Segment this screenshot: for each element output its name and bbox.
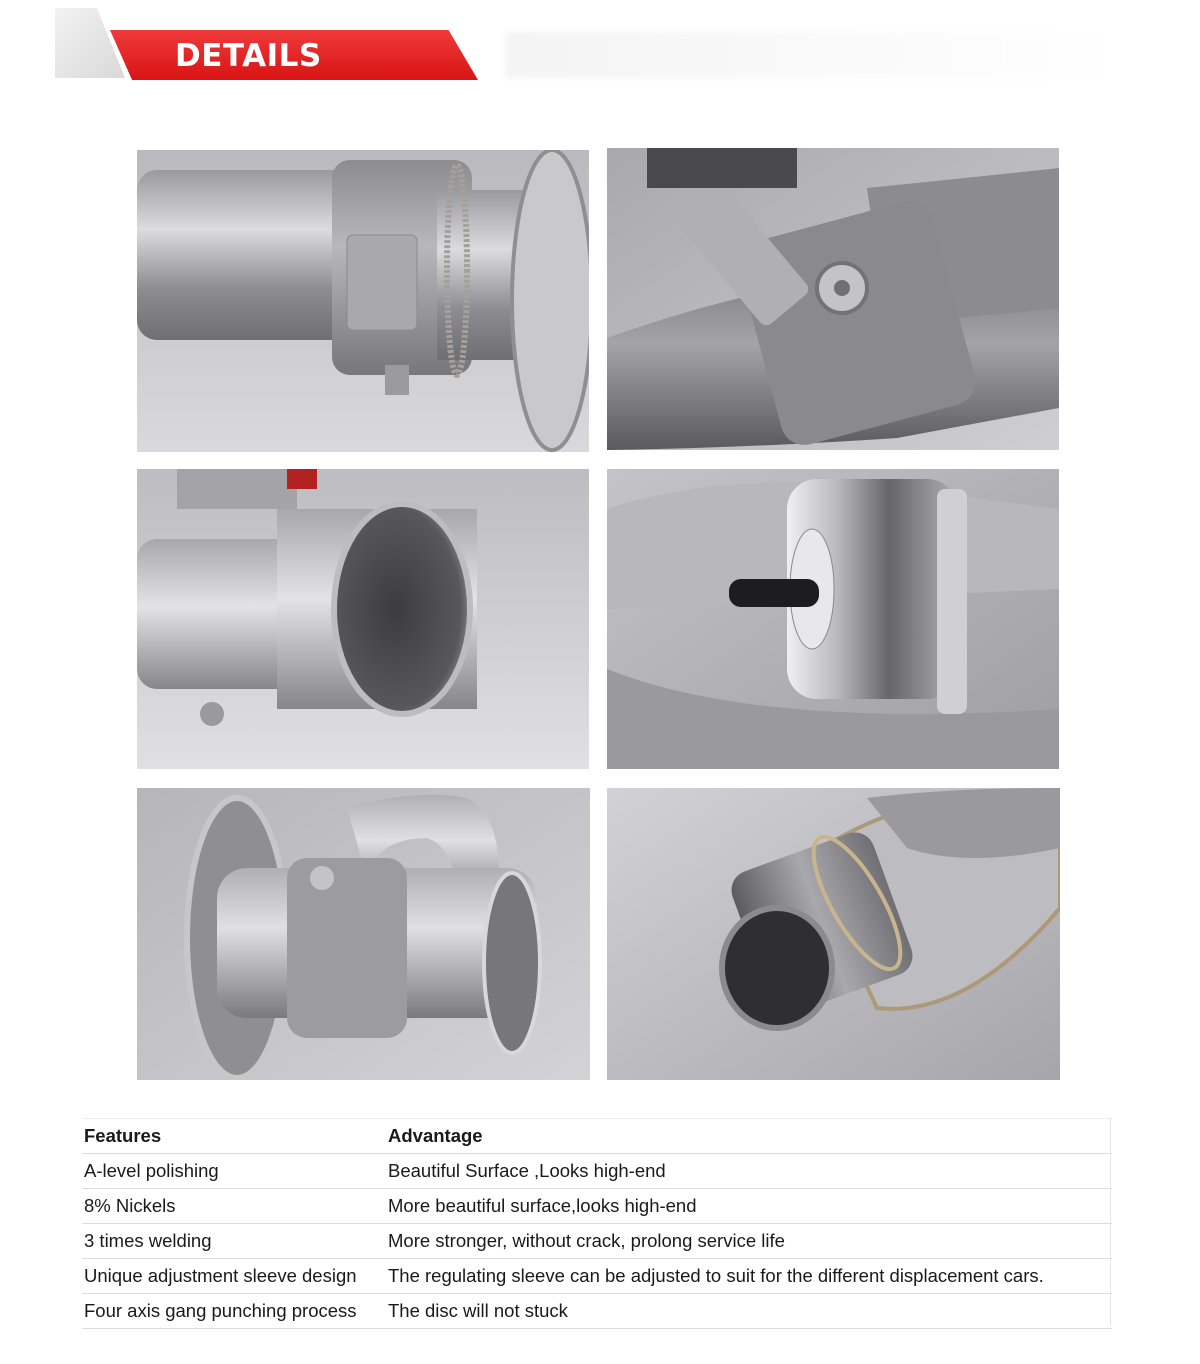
table-right-border — [1110, 1118, 1111, 1326]
photo-actuator-linkage — [607, 148, 1059, 450]
feature-cell: A-level polishing — [82, 1154, 386, 1189]
details-banner — [55, 8, 1135, 88]
photo-open-pipe-outlet — [137, 469, 589, 769]
table-row — [82, 1294, 1112, 1329]
advantage-cell: More stronger, without crack, prolong service life — [386, 1224, 1112, 1259]
banner-fade-strip — [505, 32, 1125, 78]
table-row — [82, 1224, 1112, 1259]
page-title: DETAILS — [175, 38, 322, 74]
photo-valve-clamp-side — [137, 150, 589, 452]
banner-gray-tab — [55, 8, 125, 78]
advantage-cell: The disc will not stuck — [386, 1294, 1112, 1329]
features-header: Features — [82, 1119, 386, 1154]
photo-pipe-tip-flange — [607, 788, 1060, 1080]
advantage-cell: More beautiful surface,looks high-end — [386, 1189, 1112, 1224]
table-row — [82, 1259, 1112, 1294]
advantage-cell: Beautiful Surface ,Looks high-end — [386, 1154, 1112, 1189]
advantage-cell: The regulating sleeve can be adjusted to suit for the different displacement cars. — [386, 1259, 1112, 1294]
feature-cell: 3 times welding — [82, 1224, 386, 1259]
photo-polished-canister — [607, 469, 1059, 769]
table-row — [82, 1154, 1112, 1189]
photo-dual-pipe-valve — [137, 788, 590, 1080]
feature-cell: 8% Nickels — [82, 1189, 386, 1224]
table-header-row — [82, 1119, 1112, 1154]
feature-cell: Four axis gang punching process — [82, 1294, 386, 1329]
feature-cell: Unique adjustment sleeve design — [82, 1259, 386, 1294]
table-row — [82, 1189, 1112, 1224]
advantage-header: Advantage — [386, 1119, 1112, 1154]
features-table — [82, 1118, 1112, 1329]
